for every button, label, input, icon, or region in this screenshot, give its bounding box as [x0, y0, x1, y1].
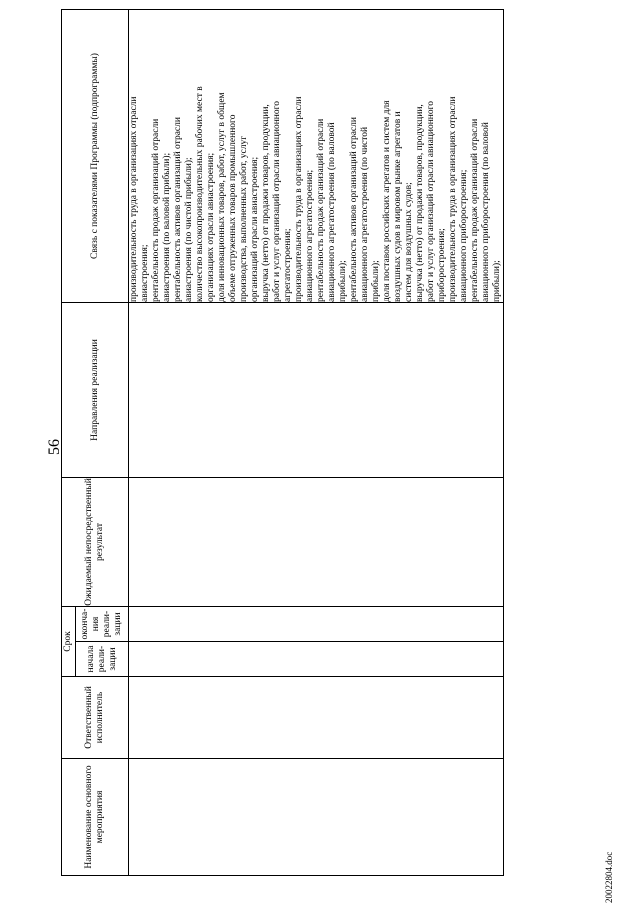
- links-line: воздушных судов в мировом рынке агрегатов и: [393, 111, 403, 302]
- header-end: оконча-ния реали-зации: [76, 606, 129, 641]
- header-links: Связь с показателями Программы (подпрограммы): [62, 9, 129, 302]
- links-line: агрегатостроения;: [283, 228, 293, 302]
- links-line: производства, выполненных работ, услуг: [239, 135, 249, 302]
- links-line: авиастроения (по валовой прибыли);: [162, 152, 172, 302]
- links-line: систем для воздушных судов;: [404, 182, 414, 302]
- cell-start: [129, 642, 504, 677]
- links-line: авиастроения;: [140, 244, 150, 302]
- links-line: авиационного приборостроения;: [459, 169, 469, 302]
- links-line: авиационного агрегатостроения (по валовой: [327, 122, 337, 302]
- links-line: производительность труда в организациях отрасли: [294, 96, 304, 302]
- links-line: рентабельность активов организаций отрасли: [173, 117, 183, 302]
- links-line: работ и услуг организаций отрасли авиационного: [426, 100, 436, 302]
- header-start: начала реали-зации: [76, 642, 129, 677]
- links-line: производительность труда в организациях отрасли: [129, 96, 139, 302]
- links-line: прибыли);: [338, 260, 348, 302]
- links-line: выручка (нетто) от продажи товаров, продукции,: [415, 104, 425, 302]
- links-line: прибыли);: [492, 260, 502, 302]
- doc-code: 20022804.doc: [604, 851, 614, 903]
- links-line: рентабельность продаж организаций отрасли: [316, 118, 326, 302]
- links-line: количество высокопроизводительных рабочих мест в: [195, 86, 205, 302]
- cell-executor: [129, 677, 504, 759]
- links-line: рентабельность активов организаций отрасли: [349, 117, 359, 302]
- links-line: производительность труда в организациях отрасли: [448, 96, 458, 302]
- header-result: Ожидаемый непосредственный результат: [62, 477, 129, 606]
- links-line: прибыли);: [371, 260, 381, 302]
- links-line: работ и услуг организаций отрасли авиационного: [272, 100, 282, 302]
- links-line: доля поставок российских агрегатов и систем для: [382, 100, 392, 302]
- links-line: объеме отгруженных товаров промышленного: [228, 114, 238, 302]
- links-line: авиационного приборостроения (по валовой: [481, 122, 491, 302]
- links-line: организаций отрасли авиастроения;: [250, 156, 260, 302]
- links-list: [129, 10, 503, 302]
- cell-end: [129, 606, 504, 641]
- links-line: авиастроения (по чистой прибыли);: [184, 157, 194, 302]
- program-table: [61, 9, 504, 876]
- links-line: рентабельность продаж организаций отрасли: [151, 118, 161, 302]
- header-executor: Ответственный исполнитель: [62, 677, 129, 759]
- links-line: доля инновационных товаров, работ, услуг в общем: [217, 92, 227, 302]
- header-directions: Направления реализации: [62, 302, 129, 477]
- header-period: Срок: [62, 606, 76, 676]
- cell-name: [129, 759, 504, 876]
- links-line: рентабельность продаж организаций отрасли: [470, 118, 480, 302]
- links-line: организациях отрасли авиастроения;: [206, 152, 216, 302]
- links-line: приборостроения;: [437, 228, 447, 302]
- cell-result: [129, 477, 504, 606]
- cell-directions: [129, 302, 504, 477]
- page-number: 56: [46, 439, 63, 455]
- links-line: авиационного агрегатостроения;: [305, 169, 315, 302]
- links-line: выручка (нетто) от продажи товаров, продукции,: [261, 104, 271, 302]
- cell-links: [129, 9, 504, 302]
- links-line: авиационного агрегатостроения (по чистой: [360, 126, 370, 302]
- header-name: Наименование основного мероприятия: [62, 759, 129, 876]
